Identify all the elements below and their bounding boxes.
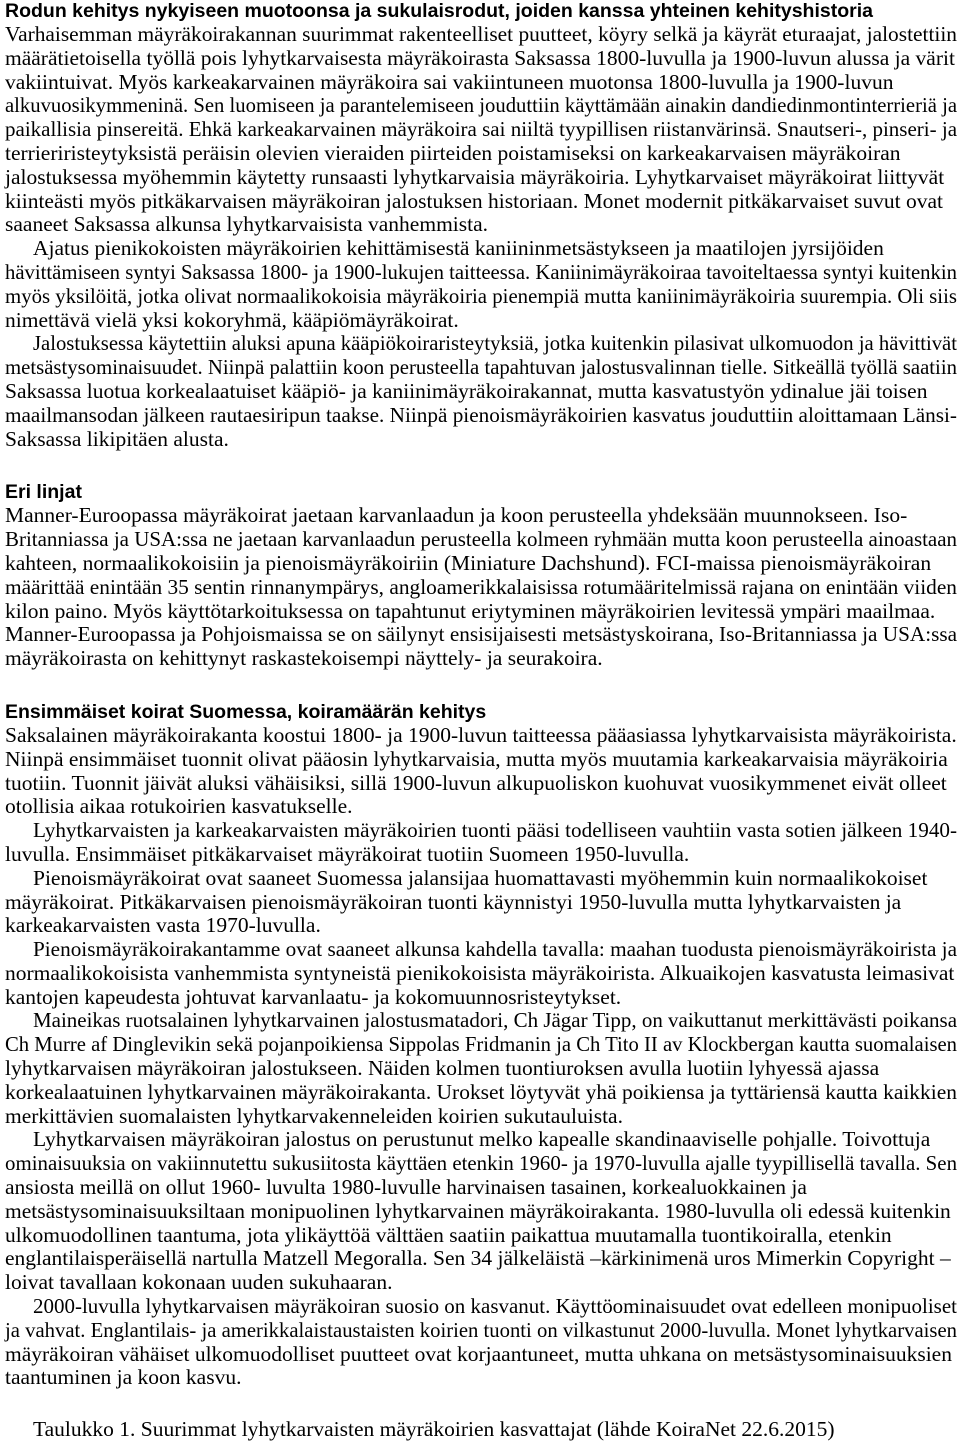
text-line: metsästysominaisuuksiltaan monipuolinen lyhytkarvainen mäyräkoirakanta. 1980-luvulla oli edessä kuitenkin — [5, 1198, 951, 1223]
text-line: paikallisia pinsereitä. Ehkä karkeakarvainen mäyräkoira sai niiltä tyypillisen riistanvärinsä. Snautseri-, pinseri- ja — [5, 117, 958, 142]
paragraph — [5, 237, 960, 332]
text-line: maailmansodan jälkeen rautaesiripun taakse. Niinpä pienoismäyräkoirien kasvatus jouduttiin aloittamaan Länsi- — [5, 402, 957, 427]
text-line: Varhaisemman mäyräkoirakannan suurimmat rakenteelliset puutteet, köyry selkä ja käyrät eturaajat, jalostettiin — [5, 22, 958, 46]
text-line: Maineikas ruotsalainen lyhytkarvainen jalostusmatadori, Ch Jägar Tipp, on vaikuttanut merkittävästi poikansa — [33, 1008, 958, 1033]
text-line: myös yksilöitä, jotka olivat normaalikokoisia mäyräkoiria pienempiä mutta kaniinimäyräkoiria suurempia. Oli siis — [5, 283, 957, 308]
text-line: Niinpä ensimmäiset tuonnit olivat pääosin lyhytkarvaisia, mutta myös muutamia karkeakarvaisia mäyräkoiria — [5, 746, 948, 771]
text-line: kahteen, normaalikokoisiin ja pienoismäyräkoiriin (Miniature Dachshund). FCI-maissa pienoismäyräkoiran — [5, 550, 932, 575]
text-line: korkealaatuinen lyhytkarvainen mäyräkoirakanta. Urokset löytyvät yhä poikiensa ja tyttäriensä kautta kaikkien — [5, 1079, 958, 1104]
text-line: Pienoismäyräkoirakantamme ovat saaneet alkunsa kahdella tavalla: maahan tuodusta pienoismäyräkoirista ja — [33, 937, 957, 962]
text-line: määrittää enintään 35 sentin rinnanympärys, angloamerikkalaisissa rotumääritelmissä rajana on enintään viiden — [5, 574, 958, 599]
text-line: lyhytkarvaisen mäyräkoiran jalostukseen. Näiden kolmen tuontiuroksen avulla luotiin lyhyessä ajassa — [5, 1056, 880, 1081]
text-line: ja vahvat. Englantilais- ja amerikkalaistaustaisten koirien tuonti on vilkastunut 2000-luvulla. Monet lyhytkarvaisen — [5, 1317, 957, 1342]
section-breed-development — [5, 0, 960, 451]
text-line: luvulla. Ensimmäiset pitkäkarvaiset mäyräkoirat tuotiin Suomeen 1950-luvulla. — [5, 841, 690, 866]
text-line: englantilaisperäisellä nartulla Matzell Megoralla. Sen 34 jälkeläistä –kärkinimenä uros Mimerkin Copyright – — [5, 1246, 951, 1271]
text-line: kiinteästi myös pitkäkarvaisen mäyräkoiran jalostuksen historiaan. Monet modernit pitkäkarvaiset suvut ovat — [5, 188, 944, 213]
text-line: kilon paino. Myös käyttötarkoituksessa on tapahtunut eriytyminen mäyräkoirien levitessä ympäri maailmaa. — [5, 598, 936, 623]
section-heading-lines: Eri linjat — [5, 481, 82, 504]
paragraph — [5, 1295, 960, 1390]
text-line: karkeakarvaisten vasta 1970-luvulla. — [5, 913, 321, 938]
section-lines — [5, 481, 960, 671]
text-line: Lyhytkarvaisen mäyräkoiran jalostus on perustunut melko kapealle skandinaaviselle pohjalle. Toivottuja — [33, 1127, 931, 1152]
text-line: Saksalainen mäyräkoirakanta koostui 1800- ja 1900-luvun taitteessa pääasiassa lyhytkarvaisista mäyräkoirista. — [5, 722, 957, 747]
text-line: Pienoismäyräkoirat ovat saaneet Suomessa jalansijaa huomattavasti myöhemmin kuin normaalikokoiset — [33, 865, 928, 890]
table-caption: Taulukko 1. Suurimmat lyhytkarvaisten mäyräkoirien kasvattajat (lähde KoiraNet 22.6.2015) — [33, 1417, 835, 1442]
text-line: mäyräkoirat. Pitkäkarvaisen pienoismäyräkoiran tuonti käynnistyi 1950-luvulla mutta lyhytkarvaisten ja — [5, 889, 902, 914]
section-heading-first-dogs-finland: Ensimmäiset koirat Suomessa, koiramäärän kehitys — [5, 700, 487, 723]
text-line: alkuvuosikymmeninä. Sen luomiseen ja parantelemiseen jouduttiin käyttämään ainakin dandiedinmontinterrieriä ja — [5, 93, 958, 118]
section-first-dogs-finland — [5, 701, 960, 1390]
paragraph — [5, 938, 960, 1009]
text-line: Manner-Euroopassa mäyräkoirat jaetaan karvanlaadun ja koon perusteella yhdeksään muunnokseen. Iso- — [5, 503, 908, 528]
paragraph — [5, 1128, 960, 1295]
text-line: 2000-luvulla lyhytkarvaisen mäyräkoiran suosio on kasvanut. Käyttöominaisuudet ovat edelleen monipuoliset — [33, 1294, 957, 1319]
text-line: Lyhytkarvaisten ja karkeakarvaisten mäyräkoirien tuonti pääsi todelliseen vauhtiin vasta sotien jälkeen 1940- — [33, 818, 958, 843]
text-line: Jalostuksessa käytettiin aluksi apuna kääpiökoiraristeytyksiä, jotka kuitenkin pilasivat ulkomuodon ja hävittivät — [33, 331, 957, 356]
text-line: Saksassa likipitäen alusta. — [5, 426, 229, 451]
paragraph — [5, 1009, 960, 1128]
text-line: otollisia aikaa rotukoirien kasvatukselle. — [5, 794, 353, 819]
text-line: mäyräkoirasta on kehittynyt raskastekoisempi näyttely- ja seurakoira. — [5, 646, 603, 671]
text-line: jalostuksessa myöhemmin käytetty runsaasti lyhytkarvaisia mäyräkoiria. Lyhytkarvaiset mäyräkoirat liittyvät — [5, 164, 945, 189]
text-line: ansiosta meillä on ollut 1960- luvulta 1980-luvulle harvinaisen tasainen, korkealuokkainen ja — [5, 1175, 807, 1200]
text-line: ominaisuuksia on vakiinnutettu sukusiitosta käyttäen etenkin 1960- ja 1970-luvulla ajalle tyypillisellä tavalla. Sen — [5, 1151, 958, 1176]
paragraph — [5, 724, 960, 819]
text-line: ulkomuodollinen taantuma, jota ylikäyttöä välttäen saatiin paikattua muutamalla tuontikoiralla, etenkin — [5, 1222, 892, 1247]
section-heading-breed-development: Rodun kehitys nykyiseen muotoonsa ja sukulaisrodut, joiden kanssa yhteinen kehityshistoria — [5, 0, 873, 22]
text-line: metsästysominaisuudet. Niinpä palattiin koon perusteella tapahtuvan jalostusvalinnan tielle. Sitkeällä työllä saatiin — [5, 355, 957, 380]
text-line: tuotiin. Tuonnit jäivät aluksi vähäisiksi, sillä 1900-luvun alkupuoliskon kuohuvat vuosikymmenet eivät olleet — [5, 770, 947, 795]
text-line: taantuminen ja koon kasvu. — [5, 1365, 242, 1390]
text-line: hävittämiseen syntyi Saksassa 1800- ja 1900-lukujen taitteessa. Kaniinimäyräkoiraa tavoiteltaessa syntyi kuitenkin — [5, 259, 958, 284]
text-line: Ajatus pienikokoisten mäyräkoirien kehittämisestä kaniininmetsästykseen ja maatilojen jyrsijöiden — [33, 236, 884, 261]
text-line: terrieriristeytyksistä peräisin olevien vieraiden piirteiden poistamiseksi on karkeakarvaisen mäyräkoiran — [5, 140, 901, 165]
paragraph — [5, 332, 960, 451]
text-line: kantojen kapeudesta johtuvat karvanlaatu- ja kokomuunnosristeytykset. — [5, 984, 622, 1009]
paragraph — [5, 867, 960, 938]
text-line: merkittävien suomalaisten lyhytkarvakenneleiden koirien sukutauluista. — [5, 1103, 623, 1128]
text-line: nimettävä vielä yksi kokoryhmä, kääpiömäyräkoirat. — [5, 307, 459, 332]
text-line: Ch Murre af Dinglevikin sekä pojanpoikiensa Sippolas Fridmanin ja Ch Tito II av Klockbergan kautta suomalaisen — [5, 1032, 958, 1057]
text-line: saaneet Saksassa alkunsa lyhytkarvaisista vanhemmista. — [5, 212, 489, 237]
text-line: Saksassa luotua korkealaatuiset kääpiö- ja kaniinimäyräkoirakannat, mutta kasvatustyön ydinalue jäi toisen — [5, 378, 928, 403]
paragraph — [5, 504, 960, 671]
text-line: määrätietoisella työllä pois lyhytkarvaisesta mäyräkoirasta Saksassa 1800-luvulla ja 1900-luvun alussa ja värit — [5, 45, 955, 70]
paragraph — [5, 23, 960, 237]
text-line: mäyräkoiran vähäiset ulkomuodolliset puutteet ovat korjaantuneet, mutta uhkana on metsästysominaisuuksien — [5, 1341, 952, 1366]
paragraph — [5, 819, 960, 867]
text-line: loivat tavallaan kokonaan uuden sukuhaaran. — [5, 1270, 393, 1295]
text-line: vakiintuivat. Myös karkeakarvainen mäyräkoira sai vakiintuneen muotonsa 1800-luvulla ja 1900-luvun — [5, 69, 894, 94]
text-line: normaalikokoisista vanhemmista syntyneistä pienikokoisista mäyräkoirista. Alkuaikojen kasvatusta leimasivat — [5, 960, 955, 985]
text-line: Manner-Euroopassa ja Pohjoismaissa se on säilynyt ensisijaisesti metsästyskoirana, Iso-Britanniassa ja USA:ssa — [5, 622, 958, 647]
text-line: Britanniassa ja USA:ssa ne jaetaan karvanlaadun perusteella kolmeen ryhmään mutta koon perusteella ainoastaan — [5, 527, 958, 552]
